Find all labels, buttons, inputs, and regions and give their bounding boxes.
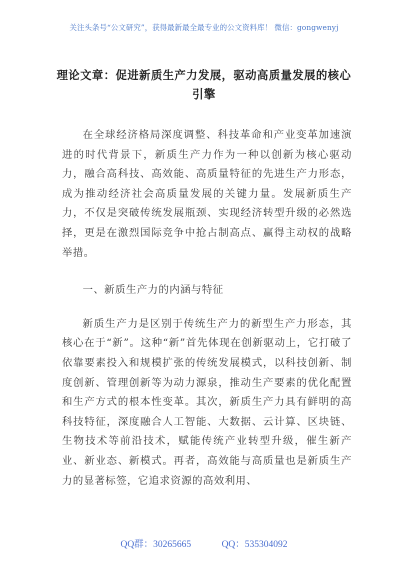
- section-paragraph: 新质生产力是区别于传统生产力的新型生产力形态，其核心在于“新”。这种“新”首先体现在创新驱动上，它打破了依靠要素投入和规模扩张的传统发展模式，以科技创新、制度创新、管理创新等为动力源泉，推动生产要素的优化配置和生产方式的根本性变革。其次，新质生产力具有鲜明的高科技特征，深度融合人工智能、大数据、云计算、区块链、生物技术等前沿技术，赋能传统产业转型升级，催生新产业、新业态、新模式。再者，高效能与高质量也是新质生产力的显著标签，它追求资源的高效利用、: [62, 317, 352, 487]
- document-title: 理论文章：促进新质生产力发展，驱动高质量发展的核心引擎: [56, 68, 352, 101]
- intro-paragraph: 在全球经济格局深度调整、科技革命和产业变革加速演进的时代背景下，新质生产力作为一种以创新为核心驱动力，融合高科技、高效能、高质量特征的先进生产力形态，成为推动经济社会高质量发展的关键力量。发展新质生产力，不仅是突破传统发展瓶颈、实现经济转型升级的必然选择，更是在激烈国际竞争中抢占制高点、赢得主动权的战略举措。: [62, 129, 352, 259]
- document-body: [62, 126, 352, 491]
- footer-qq-group: QQ群：30265665: [120, 540, 192, 550]
- footer-qq: QQ：535304092: [221, 540, 288, 550]
- footer-contact: [0, 536, 408, 550]
- section-heading: 一、新质生产力的内涵与特征: [82, 284, 224, 297]
- header-banner: 关注头条号“公文研究”，获得最新最全最专业的公文资料库！ 微信：gongwenyj: [69, 23, 339, 32]
